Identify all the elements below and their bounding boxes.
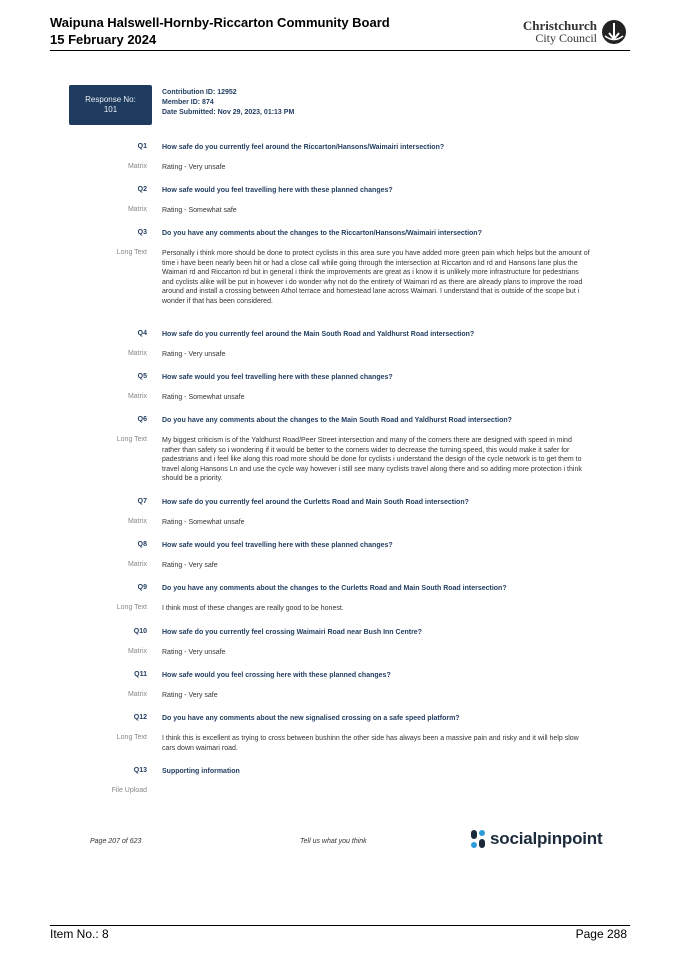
question-number: Q10	[133, 628, 147, 635]
question-number: Q13	[133, 767, 147, 774]
page-number: Page 288	[575, 927, 627, 941]
answer-type: Long Text	[116, 604, 147, 611]
answer-text: Rating - Somewhat unsafe	[162, 519, 245, 526]
socialpinpoint-icon	[470, 829, 486, 849]
socialpinpoint-wordmark: socialpinpoint	[490, 829, 603, 848]
logo-line1: Christchurch	[522, 18, 597, 33]
answer-type: Matrix	[127, 518, 147, 525]
question-text: How safe would you feel travelling here with these planned changes?	[162, 542, 393, 549]
answer-type: Matrix	[127, 393, 147, 400]
question-number: Q9	[137, 584, 147, 591]
response-number-badge	[69, 85, 152, 125]
question-text: Do you have any comments about the new signalised crossing on a safe speed platform?	[162, 715, 460, 722]
logo-line2: City Council	[535, 31, 597, 45]
answer-text: Rating - Somewhat unsafe	[162, 394, 245, 401]
answer-type: Matrix	[127, 163, 147, 170]
question-text: How safe would you feel travelling here with these planned changes?	[162, 374, 393, 381]
answer-text: Rating - Very safe	[162, 562, 218, 569]
question-text: How safe would you feel travelling here with these planned changes?	[162, 187, 393, 194]
response-label: Response No:	[85, 95, 136, 104]
answer-type: Matrix	[127, 350, 147, 357]
question-number: Q11	[134, 671, 147, 678]
answer-type: Matrix	[127, 561, 147, 568]
question-text: How safe do you currently feel crossing Waimairi Road near Bush Inn Centre?	[162, 629, 422, 636]
answer-text: Rating - Somewhat safe	[162, 207, 237, 214]
answer-type: Matrix	[127, 691, 147, 698]
contribution-id: Contribution ID: 12952	[162, 89, 237, 96]
question-text: How safe do you currently feel around the Main South Road and Yaldhurst Road intersection?	[162, 331, 475, 338]
answer-text: Rating - Very safe	[162, 692, 218, 699]
answer-text: I think this is excellent as trying to cross between bushinn the other side has always been a massive pain and risky and it will help slow cars down waimari road.	[162, 735, 579, 752]
question-number: Q1	[137, 143, 147, 150]
question-number: Q12	[133, 714, 147, 721]
answer-text: Rating - Very unsafe	[162, 164, 226, 171]
answer-text: My biggest criticism is of the Yaldhurst Road/Peer Street intersection and many of the corners there are designed with speed in mind rather than safety so i wondering if it would be better to the corners wider to decrease the turning speed, this would make it safer for padestrians and i feel like along this road more should be done for cyclists i understand the design of the cycle network is to get them to travel along Hansons Ln and use the cycle way however i still see many cyclists travel along there and so adding more protection i think should be a priority.	[162, 437, 582, 483]
answer-type: Matrix	[127, 206, 147, 213]
question-number: Q6	[137, 416, 147, 423]
question-text: Do you have any comments about the changes to the Main South Road and Yaldhurst Road intersection?	[162, 417, 512, 424]
question-number: Q4	[137, 330, 147, 337]
question-text: Do you have any comments about the changes to the Riccarton/Hansons/Waimairi intersection?	[162, 230, 482, 237]
question-number: Q3	[137, 229, 147, 236]
document-title: Waipuna Halswell-Hornby-Riccarton Community Board	[50, 15, 390, 30]
question-text: How safe would you feel crossing here with these planned changes?	[162, 672, 391, 679]
question-text: Supporting information	[162, 768, 240, 775]
question-number: Q5	[137, 373, 147, 380]
answer-type: Matrix	[127, 648, 147, 655]
council-logo	[523, 16, 627, 48]
question-text: Do you have any comments about the changes to the Curletts Road and Main South Road intersection?	[162, 585, 507, 592]
response-meta	[162, 88, 294, 118]
header-divider	[50, 50, 630, 51]
response-number: 101	[103, 105, 118, 114]
question-number: Q2	[137, 186, 147, 193]
answer-type: Long Text	[116, 436, 147, 443]
answer-text: I think most of these changes are really good to be honest.	[162, 605, 344, 612]
answer-type: File Upload	[111, 787, 147, 794]
item-number: Item No.: 8	[50, 927, 109, 941]
answer-text: Personally i think more should be done to protect cyclists in this area sure you have added more green pain which helps but the amount of time i have been nearly been hit or had a close call while going through the intersection at Riccarton and rd and Hansons lane plus the Waimari rd and Riccarton rd but in general i think the improvements are great as i know it is unlikely more infrastructure for pedestrians and cyclists alike will be put in however i do wonder why not do the entirety of Waimari rd as there are already plans to improve the road around and install a crossing between Athol terrace and homestead lane across Waimari. I understand that is outside of the scope but i wonder if that has been considered.	[162, 250, 590, 305]
answer-text: Rating - Very unsafe	[162, 649, 226, 656]
answer-type: Long Text	[116, 734, 147, 741]
footer-divider	[50, 925, 630, 926]
question-number: Q8	[137, 541, 147, 548]
socialpinpoint-logo	[470, 828, 602, 850]
date-submitted: Date Submitted: Nov 29, 2023, 01:13 PM	[162, 109, 295, 116]
document-date: 15 February 2024	[50, 32, 157, 47]
council-emblem-icon	[601, 19, 627, 45]
pdf-page-counter: Page 207 of 623	[90, 838, 142, 845]
question-text: How safe do you currently feel around the Curletts Road and Main South Road intersection?	[162, 499, 469, 506]
tagline: Tell us what you think	[300, 838, 367, 845]
answer-text: Rating - Very unsafe	[162, 351, 226, 358]
question-number: Q7	[137, 498, 147, 505]
question-text: How safe do you currently feel around the Riccarton/Hansons/Waimairi intersection?	[162, 144, 445, 151]
answer-type: Long Text	[116, 249, 147, 256]
member-id: Member ID: 874	[162, 99, 214, 106]
